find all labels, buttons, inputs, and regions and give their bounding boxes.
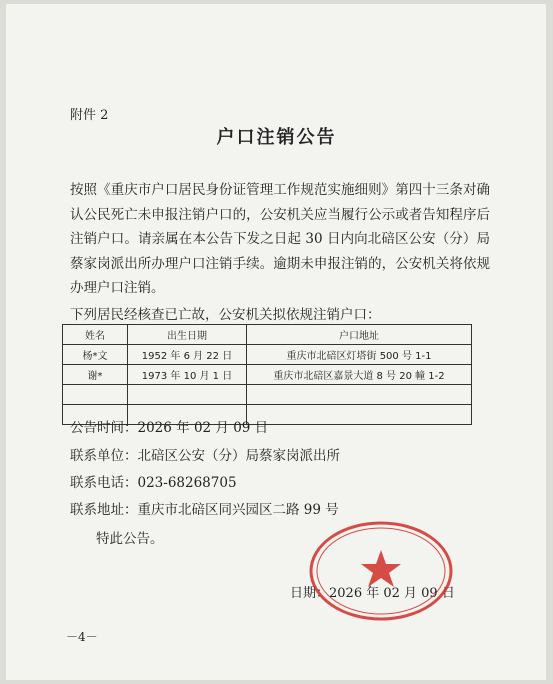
cell-address: 重庆市北碚区灯塔街 500 号 1-1 xyxy=(247,345,472,365)
header-address: 户口地址 xyxy=(247,325,472,345)
table-header-row xyxy=(63,325,472,345)
contact-address: 联系地址：重庆市北碚区同兴园区二路 99 号 xyxy=(70,502,339,518)
cell-address xyxy=(247,405,472,425)
official-seal-icon xyxy=(306,518,456,624)
body-paragraph-1: 按照《重庆市户口居民身份证管理工作规范实施细则》第四十三条对确认公民死亡未申报注销户口的，公安机关应当履行公示或者告知程序后注销户口。请亲属在本公告下发之日起 30 日内向北碚区公安（分）局蔡家岗派出所办理户口注销手续。逾期未申报注销的，公安机关将依规办理户口注销。 xyxy=(70,182,490,297)
cell-birth: 1973 年 10 月 1 日 xyxy=(128,365,247,385)
cell-birth xyxy=(128,385,247,405)
cell-name: 谢* xyxy=(63,365,128,385)
attachment-label: 附件 2 xyxy=(70,108,109,123)
table-row xyxy=(63,365,472,385)
closing-text: 特此公告。 xyxy=(96,531,164,547)
page-title: 户口注销公告 xyxy=(216,127,337,148)
resident-table xyxy=(62,324,472,425)
page-number: －4－ xyxy=(66,630,98,644)
contact-phone: 联系电话：023-68268705 xyxy=(70,475,237,491)
contact-unit: 联系单位：北碚区公安（分）局蔡家岗派出所 xyxy=(70,448,340,464)
table-row xyxy=(63,345,472,365)
announce-time: 公告时间：2026 年 02 月 09 日 xyxy=(70,420,269,436)
body-paragraph-2: 下列居民经核查已亡故，公安机关拟依规注销户口： xyxy=(70,307,381,323)
signature-date: 日期：2026 年 02 月 09 日 xyxy=(290,586,455,601)
cell-address xyxy=(247,385,472,405)
cell-name: 杨*文 xyxy=(63,345,128,365)
cell-address: 重庆市北碚区嘉景大道 8 号 20 幢 1-2 xyxy=(247,365,472,385)
cell-name xyxy=(63,385,128,405)
header-birth: 出生日期 xyxy=(128,325,247,345)
table-row xyxy=(63,385,472,405)
cell-birth: 1952 年 6 月 22 日 xyxy=(128,345,247,365)
header-name: 姓名 xyxy=(63,325,128,345)
